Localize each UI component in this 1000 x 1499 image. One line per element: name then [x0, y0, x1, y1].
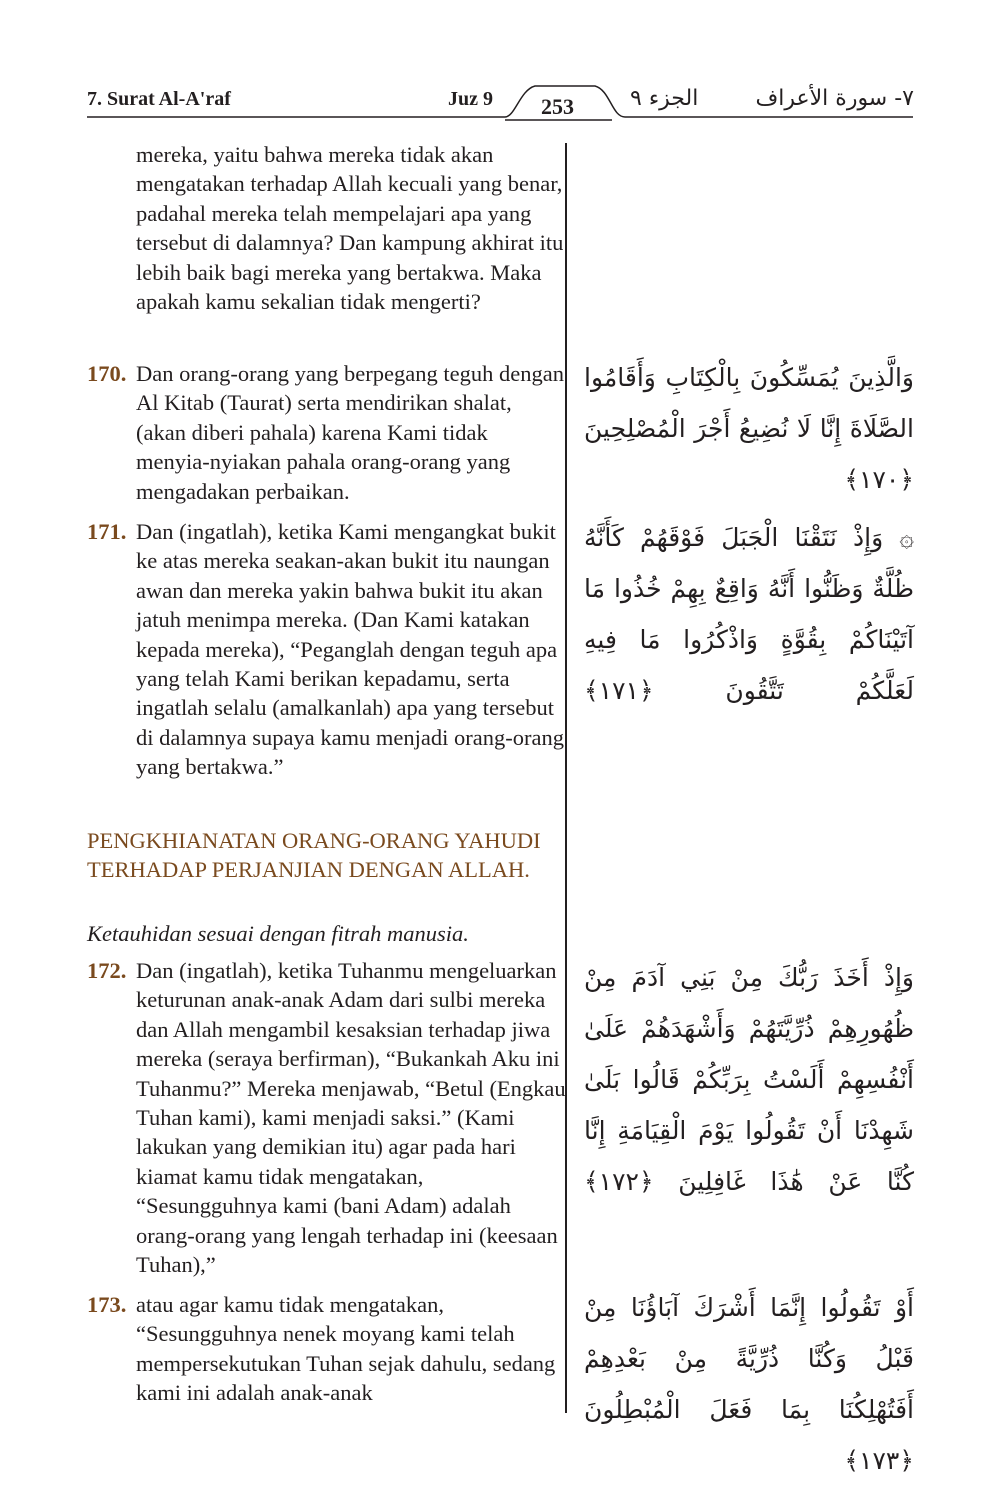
verse-173-arabic: أَوْ تَقُولُوا إِنَّمَا أَشْرَكَ آبَاؤُنَا مِنْ قَبْلُ وَكُنَّا ذُرِّيَّةً مِنْ بَعْدِهِمْ أَفَتُهْلِكُنَا بِمَا فَعَلَ الْمُبْطِلُونَ ﴿١٧٣﴾ [584, 1293, 914, 1475]
verse-171-arabic: ۞ وَإِذْ نَتَقْنَا الْجَبَلَ فَوْقَهُمْ كَأَنَّهُ ظُلَّةٌ وَظَنُّوا أَنَّهُ وَاقِعٌ بِهِمْ خُذُوا مَا آتَيْنَاكُمْ بِقُوَّةٍ وَاذْكُرُوا مَا فِيهِ لَعَلَّكُمْ تَتَّقُونَ ﴿١٧١﴾ [584, 523, 914, 705]
juz-label-arabic: الجزء ٩ [630, 86, 699, 111]
verse-translation: Dan (ingatlah), ketika Tuhanmu mengeluarkan keturunan anak-anak Adam dari sulbi mereka dan Allah mengambil kesaksian terhadap jiwa mereka (seraya berfirman), “Bukankah Aku ini Tuhanmu?” Mereka menjawab, “Betul (Engkau Tuhan kami), kami menjadi saksi.” (Kami lakukan yang demikian itu) agar pada hari kiamat kamu tidak mengatakan, “Sesungguhnya kami (bani Adam) adalah orang-orang yang lengah terhadap ini (keesaan Tuhan),” [136, 958, 566, 1278]
surah-title-arabic: ٧- سورة الأعراف [755, 86, 914, 111]
verse-number: 170. [87, 361, 127, 386]
continuation-text: mereka, yaitu bahwa mereka tidak akan mengatakan terhadap Allah kecuali yang benar, padahal mereka telah mempelajari apa yang tersebut di dalamnya? Dan kampung akhirat itu lebih baik bagi mereka yang bertakwa. Maka apakah kamu sekalian tidak mengerti? [136, 142, 564, 315]
verse-translation: Dan (ingatlah), ketika Kami mengangkat bukit ke atas mereka seakan-akan bukit itu naungan awan dan mereka yakin bahwa bukit itu akan jatuh menimpa mereka. (Dan Kami katakan kepada mereka), “Peganglah dengan teguh apa yang telah Kami berikan kepadamu, serta ingatlah selalu (amalkanlah) apa yang tersebut di dalamnya supaya kamu menjadi orang-orang yang bertakwa.” [136, 519, 564, 780]
verse-170-arabic: وَالَّذِينَ يُمَسِّكُونَ بِالْكِتَابِ وَأَقَامُوا الصَّلَاةَ إِنَّا لَا نُضِيعُ أَجْرَ الْمُصْلِحِينَ ﴿١٧٠﴾ [584, 363, 914, 494]
verse-number: 172. [87, 958, 127, 983]
verse-171 [87, 517, 567, 817]
verse-number: 171. [87, 519, 127, 544]
verse-translation: atau agar kamu tidak mengatakan, “Sesungguhnya nenek moyang kami telah mempersekutukan Tuhan sejak dahulu, sedang kami ini adalah anak-anak [136, 1292, 556, 1406]
surah-title-latin: 7. Surat Al-A'raf [87, 88, 231, 110]
section-subheading: Ketauhidan sesuai dengan fitrah manusia. [87, 921, 469, 946]
verse-translation: Dan orang-orang yang berpegang teguh dengan Al Kitab (Taurat) serta mendirikan shalat, (akan diberi pahala) karena Kami tidak menyia-nyiakan pahala orang-orang yang mengadakan perbaikan. [136, 361, 564, 504]
page-number: 253 [541, 94, 574, 119]
verse-number: 173. [87, 1292, 127, 1317]
header-rule [0, 0, 1000, 140]
juz-label-latin: Juz 9 [448, 88, 493, 110]
verse-170 [87, 359, 567, 509]
section-heading: PENGKHIANATAN ORANG-ORANG YAHUDI TERHADAP PERJANJIAN DENGAN ALLAH. [87, 828, 541, 883]
verse-172-arabic: وَإِذْ أَخَذَ رَبُّكَ مِنْ بَنِي آدَمَ مِنْ ظُهُورِهِمْ ذُرِّيَّتَهُمْ وَأَشْهَدَهُمْ عَلَىٰ أَنْفُسِهِمْ أَلَسْتُ بِرَبِّكُمْ قَالُوا بَلَىٰ شَهِدْنَا أَنْ تَقُولُوا يَوْمَ الْقِيَامَةِ إِنَّا كُنَّا عَنْ هَٰذَا غَافِلِينَ ﴿١٧٢﴾ [584, 963, 914, 1196]
verse-172 [87, 956, 567, 1286]
verse-173 [87, 1290, 567, 1420]
